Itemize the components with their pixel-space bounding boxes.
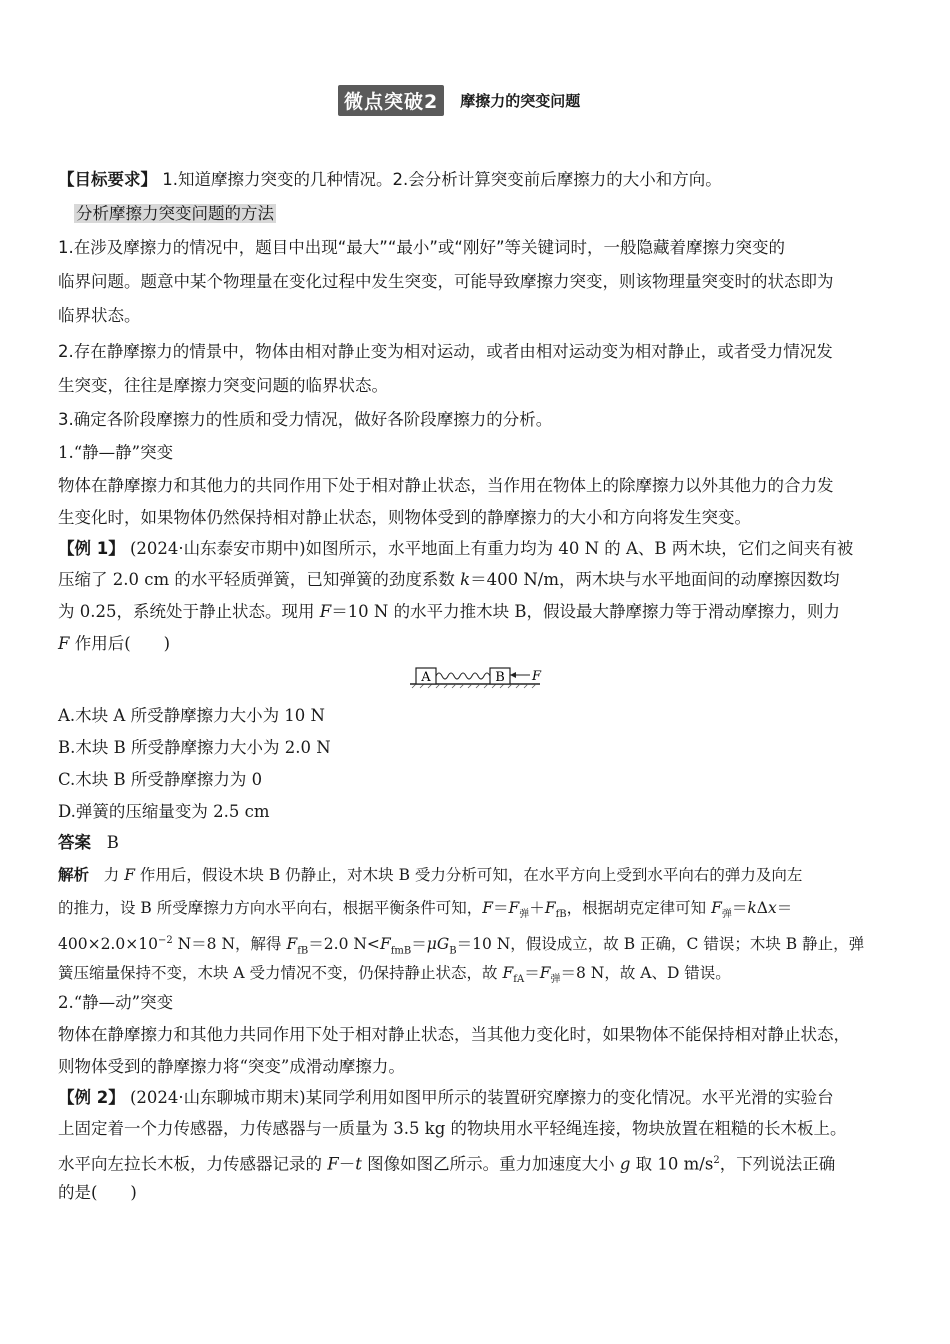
ex1-analysis-3 bbox=[58, 929, 864, 963]
ex1-var: k bbox=[460, 570, 471, 589]
ex2-text: 图像如图乙所示。重力加速度大小 bbox=[361, 1154, 620, 1174]
ex1-var: F bbox=[58, 634, 70, 653]
analysis-text: ＝ bbox=[731, 899, 748, 917]
arrow-head bbox=[510, 672, 516, 678]
analysis-text: ＝ bbox=[493, 899, 509, 917]
sec2-title: 2.“静—动”突变 bbox=[58, 993, 174, 1012]
ex2-var: F bbox=[327, 1154, 339, 1174]
analysis-var: F bbox=[482, 899, 494, 917]
section-header bbox=[338, 85, 580, 115]
force-label: F bbox=[532, 669, 542, 684]
analysis-var: F bbox=[286, 935, 298, 954]
ex2-text: 取 10 m/s bbox=[630, 1154, 714, 1174]
ex1-line-4 bbox=[58, 632, 170, 656]
spring-block-figure bbox=[408, 662, 548, 690]
ex2-tag: 【例 2】 bbox=[58, 1088, 125, 1107]
section-title: 摩擦力的突变问题 bbox=[460, 91, 581, 110]
ex1-answer bbox=[58, 831, 119, 855]
analysis-var: F bbox=[544, 899, 556, 917]
method-line: 生突变，往往是摩擦力突变问题的临界状态。 bbox=[58, 376, 388, 395]
ex2-text: 水平向左拉长木板，力传感器记录的 bbox=[58, 1154, 328, 1174]
section-badge: 微点突破2 bbox=[338, 85, 444, 116]
method-line: 2.存在静摩擦力的情景中，物体由相对静止变为相对运动，或者由相对运动变为相对静止，或者受力情况发 bbox=[58, 342, 833, 361]
ex1-var: F bbox=[319, 602, 332, 621]
ex2-var: g bbox=[619, 1154, 631, 1174]
analysis-text: Δ bbox=[756, 899, 768, 917]
ex1-option: D.弹簧的压缩量变为 2.5 cm bbox=[58, 802, 270, 821]
ex2-text: ，下列说法正确 bbox=[719, 1154, 836, 1174]
analysis-var: F bbox=[711, 899, 722, 917]
analysis-sub: fB bbox=[555, 909, 567, 921]
analysis-sub: fA bbox=[513, 974, 525, 986]
ex1-analysis-4 bbox=[58, 961, 731, 992]
ex2-text: (2024·山东聊城市期末)某同学利用如图甲所示的装置研究摩擦力的变化情况。水平光滑的实验台 bbox=[129, 1088, 834, 1107]
analysis-var: F bbox=[379, 935, 391, 954]
analysis-text: 作用后，假设木块 B 仍静止，对木块 B 受力分析可知，在水平方向上受到水平向右的弹力及向左 bbox=[135, 866, 803, 884]
analysis-text: 400×2.0×10 bbox=[58, 935, 158, 954]
analysis-text: 的推力，设 B 所受摩擦力方向水平向右，根据平衡条件可知， bbox=[58, 899, 483, 917]
ex1-option: C.木块 B 所受静摩擦力为 0 bbox=[58, 770, 263, 789]
ex1-text: 压缩了 2.0 cm 的水平轻质弹簧，已知弹簧的劲度系数 bbox=[58, 570, 461, 589]
ex1-line-2 bbox=[58, 568, 840, 592]
ex2-text: － bbox=[338, 1154, 356, 1174]
analysis-label: 解析 bbox=[58, 866, 90, 884]
ex2-line-3 bbox=[58, 1149, 835, 1177]
analysis-var: x bbox=[767, 899, 777, 917]
sec2-line: 则物体受到的静摩擦力将“突变”成滑动摩擦力。 bbox=[58, 1057, 405, 1076]
ex1-line-1 bbox=[58, 537, 853, 561]
ex2-line-4: 的是( ) bbox=[58, 1183, 137, 1202]
analysis-text: ＝10 N，假设成立，故 B 正确，C 错误；木块 B 静止，弹 bbox=[456, 935, 865, 954]
analysis-var: μG bbox=[426, 935, 450, 954]
analysis-text: 簧压缩量保持不变，木块 A 受力情况不变，仍保持静止状态，故 bbox=[58, 964, 503, 982]
block-b-label: B bbox=[495, 670, 505, 685]
analysis-text: ＝ bbox=[776, 899, 793, 917]
ex1-text: 为 0.25，系统处于静止状态。现用 bbox=[58, 602, 320, 621]
sec1-line: 生变化时，如果物体仍然保持相对静止状态，则物体受到的静摩擦力的大小和方向将发生突变。 bbox=[58, 508, 751, 527]
analysis-text: ＝ bbox=[524, 964, 540, 982]
method-heading bbox=[74, 202, 276, 226]
ex1-analysis-1 bbox=[58, 863, 802, 887]
sec1-title: 1.“静—静”突变 bbox=[58, 443, 174, 462]
analysis-sub: 弹 bbox=[721, 909, 732, 921]
analysis-sub: fB bbox=[297, 945, 309, 957]
method-line: 1.在涉及摩擦力的情况中，题目中出现“最大”“最小”或“刚好”等关键词时，一般隐藏着摩擦力突变的 bbox=[58, 238, 786, 257]
goal-text: 1.知道摩擦力突变的几种情况。2.会分析计算突变前后摩擦力的大小和方向。 bbox=[162, 170, 722, 189]
ex2-line-2: 上固定着一个力传感器，力传感器与一质量为 3.5 kg 的物块用水平轻绳连接，物块放置在粗糙的长木板上。 bbox=[58, 1119, 847, 1138]
analysis-var: F bbox=[539, 964, 551, 982]
analysis-text: ＝8 N，故 A、D 错误。 bbox=[560, 964, 731, 982]
analysis-sub: 弹 bbox=[519, 909, 530, 921]
analysis-sub: 弹 bbox=[550, 974, 561, 986]
ex2-line-1 bbox=[58, 1086, 834, 1110]
ex1-text: ＝400 N/m，两木块与水平地面间的动摩擦因数均 bbox=[470, 570, 840, 589]
ex1-text: ＝10 N 的水平力推木块 B，假设最大静摩擦力等于滑动摩擦力，则力 bbox=[331, 602, 840, 621]
ex1-analysis-2 bbox=[58, 896, 792, 927]
analysis-text: ＝2.0 N< bbox=[308, 935, 380, 954]
method-line: 3.确定各阶段摩擦力的性质和受力情况，做好各阶段摩擦力的分析。 bbox=[58, 410, 553, 429]
ex1-option: A.木块 A 所受静摩擦力大小为 10 N bbox=[58, 706, 325, 725]
method-heading-text: 分析摩擦力突变问题的方法 bbox=[76, 204, 274, 223]
ex1-tag: 【例 1】 bbox=[58, 539, 125, 558]
analysis-sub: fmB bbox=[390, 945, 412, 957]
goal-tag: 【目标要求】 bbox=[58, 170, 157, 189]
answer-value: B bbox=[106, 833, 119, 852]
block-a-label: A bbox=[421, 670, 431, 685]
answer-label: 答案 bbox=[58, 833, 91, 852]
ex1-line-3 bbox=[58, 600, 840, 624]
sec1-line: 物体在静摩擦力和其他力的共同作用下处于相对静止状态，当作用在物体上的除摩擦力以外其他力的合力发 bbox=[58, 476, 834, 495]
analysis-sup: −2 bbox=[157, 935, 173, 946]
method-line: 临界状态。 bbox=[58, 306, 141, 325]
analysis-var: F bbox=[508, 899, 520, 917]
analysis-text: N＝8 N，解得 bbox=[172, 935, 287, 954]
analysis-var: k bbox=[747, 899, 757, 917]
analysis-var: F bbox=[502, 964, 514, 982]
ex1-option: B.木块 B 所受静摩擦力大小为 2.0 N bbox=[58, 738, 331, 757]
analysis-text: ＝ bbox=[411, 935, 427, 954]
analysis-text: ，根据胡克定律可知 bbox=[566, 899, 712, 917]
analysis-text: ＋ bbox=[529, 899, 545, 917]
goal-line bbox=[58, 168, 722, 192]
sec2-line: 物体在静摩擦力和其他力共同作用下处于相对静止状态，当其他力变化时，如果物体不能保持相对静止状态， bbox=[58, 1025, 850, 1044]
ex1-text: 作用后( ) bbox=[69, 634, 171, 653]
analysis-sub: B bbox=[449, 945, 457, 957]
ex1-text: (2024·山东泰安市期中)如图所示，水平地面上有重力均为 40 N 的 A、B 两木块，它们之间夹有被 bbox=[129, 539, 854, 558]
method-line: 临界问题。题意中某个物理量在变化过程中发生突变，可能导致摩擦力突变，则该物理量突变时的状态即为 bbox=[58, 272, 834, 291]
analysis-var: F bbox=[124, 866, 135, 884]
ex2-sup: 2 bbox=[713, 1155, 720, 1166]
analysis-text: 力 bbox=[103, 866, 125, 884]
ex2-var: t bbox=[355, 1154, 362, 1174]
